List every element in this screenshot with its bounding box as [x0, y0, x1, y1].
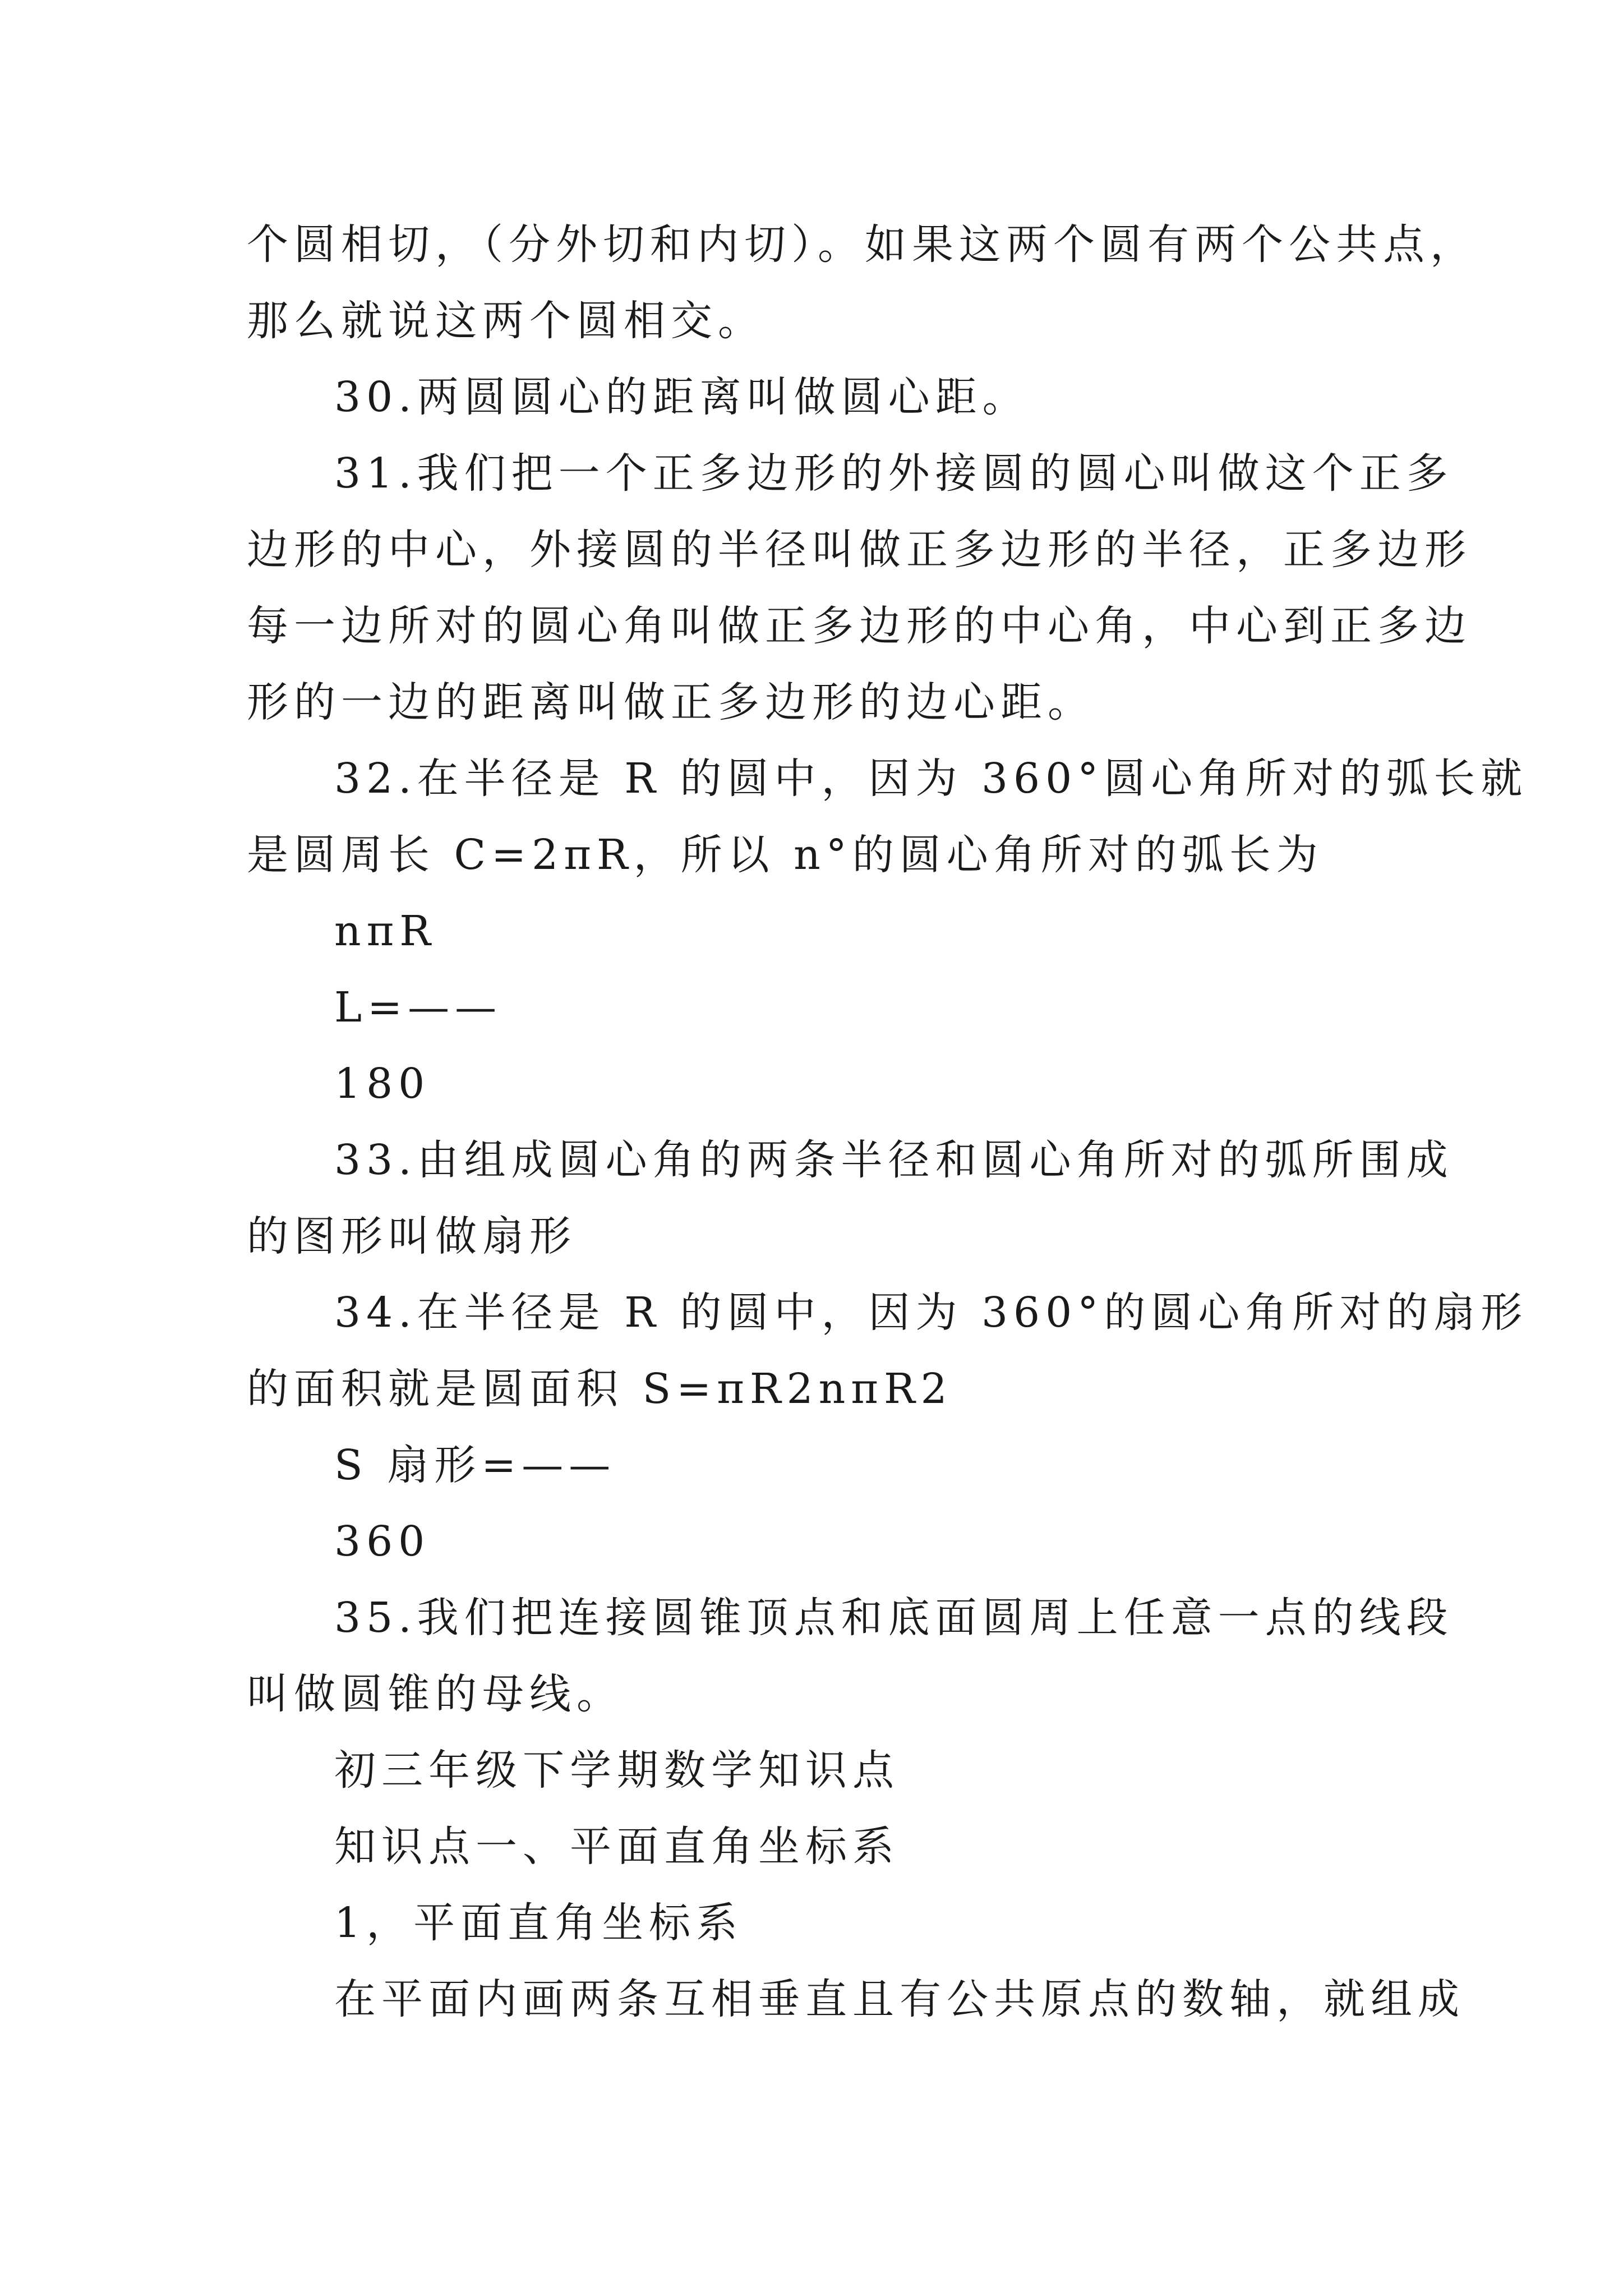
- paragraph-31: 31.我们把一个正多边形的外接圆的圆心叫做这个正多: [334, 449, 1454, 498]
- document-body: [247, 206, 1528, 2037]
- text-line: 那么就说这两个圆相交。: [247, 297, 765, 345]
- formula-denominator: 180: [334, 1060, 431, 1108]
- text-line: 在平面内画两条互相垂直且有公共原点的数轴，就组成: [334, 1975, 1465, 2023]
- paragraph-30: 30.两圆圆心的距离叫做圆心距。: [334, 373, 1030, 421]
- paragraph-33: 33.由组成圆心角的两条半径和圆心角所对的弧所围成: [334, 1136, 1454, 1184]
- text-line: 每一边所对的圆心角叫做正多边形的中心角，中心到正多边: [247, 602, 1472, 650]
- formula-sector-area: S 扇形=——: [334, 1441, 616, 1489]
- text-line: 是圆周长 C=2πR，所以 n°的圆心角所对的弧长为: [247, 831, 1324, 879]
- text-line: 边形的中心，外接圆的半径叫做正多边形的半径，正多边形: [247, 526, 1472, 574]
- text-line: 叫做圆锥的母线。: [247, 1670, 624, 1718]
- section-heading: 初三年级下学期数学知识点: [334, 1746, 900, 1795]
- text-line: 形的一边的距离叫做正多边形的边心距。: [247, 678, 1095, 726]
- formula-numerator: nπR: [334, 907, 437, 955]
- paragraph-32: 32.在半径是 R 的圆中，因为 360°圆心角所对的弧长就: [334, 754, 1528, 803]
- text-line: 个圆相切，（分外切和内切）。如果这两个圆有两个公共点，: [247, 220, 1477, 269]
- formula-denominator: 360: [334, 1517, 431, 1566]
- subsection-heading: 知识点一、平面直角坐标系: [334, 1823, 900, 1871]
- text-line: 的面积就是圆面积 S=πR2nπR2: [247, 1365, 953, 1413]
- formula-arc-length: L=——: [334, 983, 502, 1032]
- paragraph-35: 35.我们把连接圆锥顶点和底面圆周上任意一点的线段: [334, 1594, 1454, 1642]
- text-line: 的图形叫做扇形: [247, 1212, 577, 1260]
- item-heading: 1，平面直角坐标系: [334, 1899, 744, 1947]
- paragraph-34: 34.在半径是 R 的圆中，因为 360°的圆心角所对的扇形: [334, 1289, 1528, 1337]
